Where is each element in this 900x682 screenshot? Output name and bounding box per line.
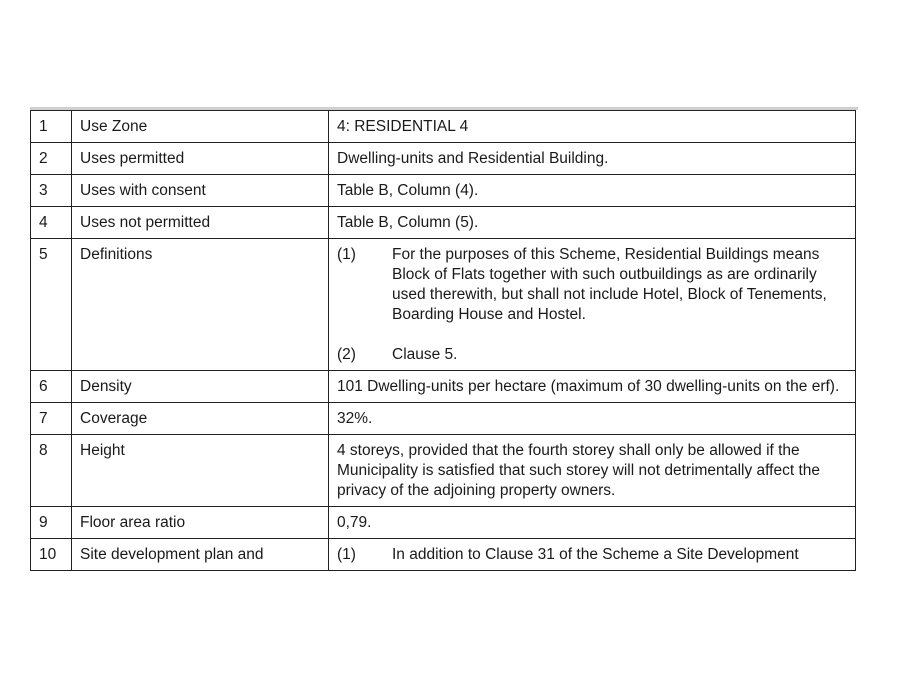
item-marker: (2) [337,346,356,363]
document-page [30,110,858,578]
item-marker: (1) [337,246,356,263]
table-row [31,403,856,435]
row-number: 7 [31,403,72,435]
row-label: Use Zone [72,111,329,143]
row-number: 10 [31,539,72,571]
definition-item [337,545,847,565]
row-value [329,239,856,371]
table-row [31,539,856,571]
row-value [329,539,856,571]
spacer [337,325,847,345]
table-row [31,207,856,239]
row-number: 6 [31,371,72,403]
item-text: Clause 5. [392,346,458,363]
row-value: Table B, Column (5). [329,207,856,239]
row-label: Uses not permitted [72,207,329,239]
row-label: Coverage [72,403,329,435]
item-text: For the purposes of this Scheme, Residential Buildings means Block of Flats together with such outbuildings as are ordinarily used therewith, but shall not include Hotel, Block of Tenements, Boarding House and Hostel. [392,246,827,323]
table-row [31,175,856,207]
item-text: In addition to Clause 31 of the Scheme a Site Development [392,546,799,563]
table-row [31,239,856,371]
row-value: Table B, Column (4). [329,175,856,207]
table-row [31,507,856,539]
table-row [31,143,856,175]
row-value: 101 Dwelling-units per hectare (maximum of 30 dwelling-units on the erf). [329,371,856,403]
row-value: 4: RESIDENTIAL 4 [329,111,856,143]
row-number: 4 [31,207,72,239]
row-label: Site development plan and [72,539,329,571]
row-label: Height [72,435,329,507]
row-label: Uses with consent [72,175,329,207]
row-label: Density [72,371,329,403]
row-number: 1 [31,111,72,143]
row-value: 0,79. [329,507,856,539]
row-number: 9 [31,507,72,539]
row-number: 2 [31,143,72,175]
row-label: Definitions [72,239,329,371]
definition-item [337,245,847,325]
row-value: 4 storeys, provided that the fourth storey shall only be allowed if the Municipality is satisfied that such storey will not detrimentally affect the privacy of the adjoining property owners. [329,435,856,507]
table-row [31,371,856,403]
item-marker: (1) [337,546,356,563]
row-number: 5 [31,239,72,371]
table-row [31,111,856,143]
row-label: Floor area ratio [72,507,329,539]
zoning-table [30,110,856,571]
table-row [31,435,856,507]
row-number: 8 [31,435,72,507]
definition-item [337,345,847,365]
row-value: 32%. [329,403,856,435]
row-value: Dwelling-units and Residential Building. [329,143,856,175]
row-number: 3 [31,175,72,207]
row-label: Uses permitted [72,143,329,175]
